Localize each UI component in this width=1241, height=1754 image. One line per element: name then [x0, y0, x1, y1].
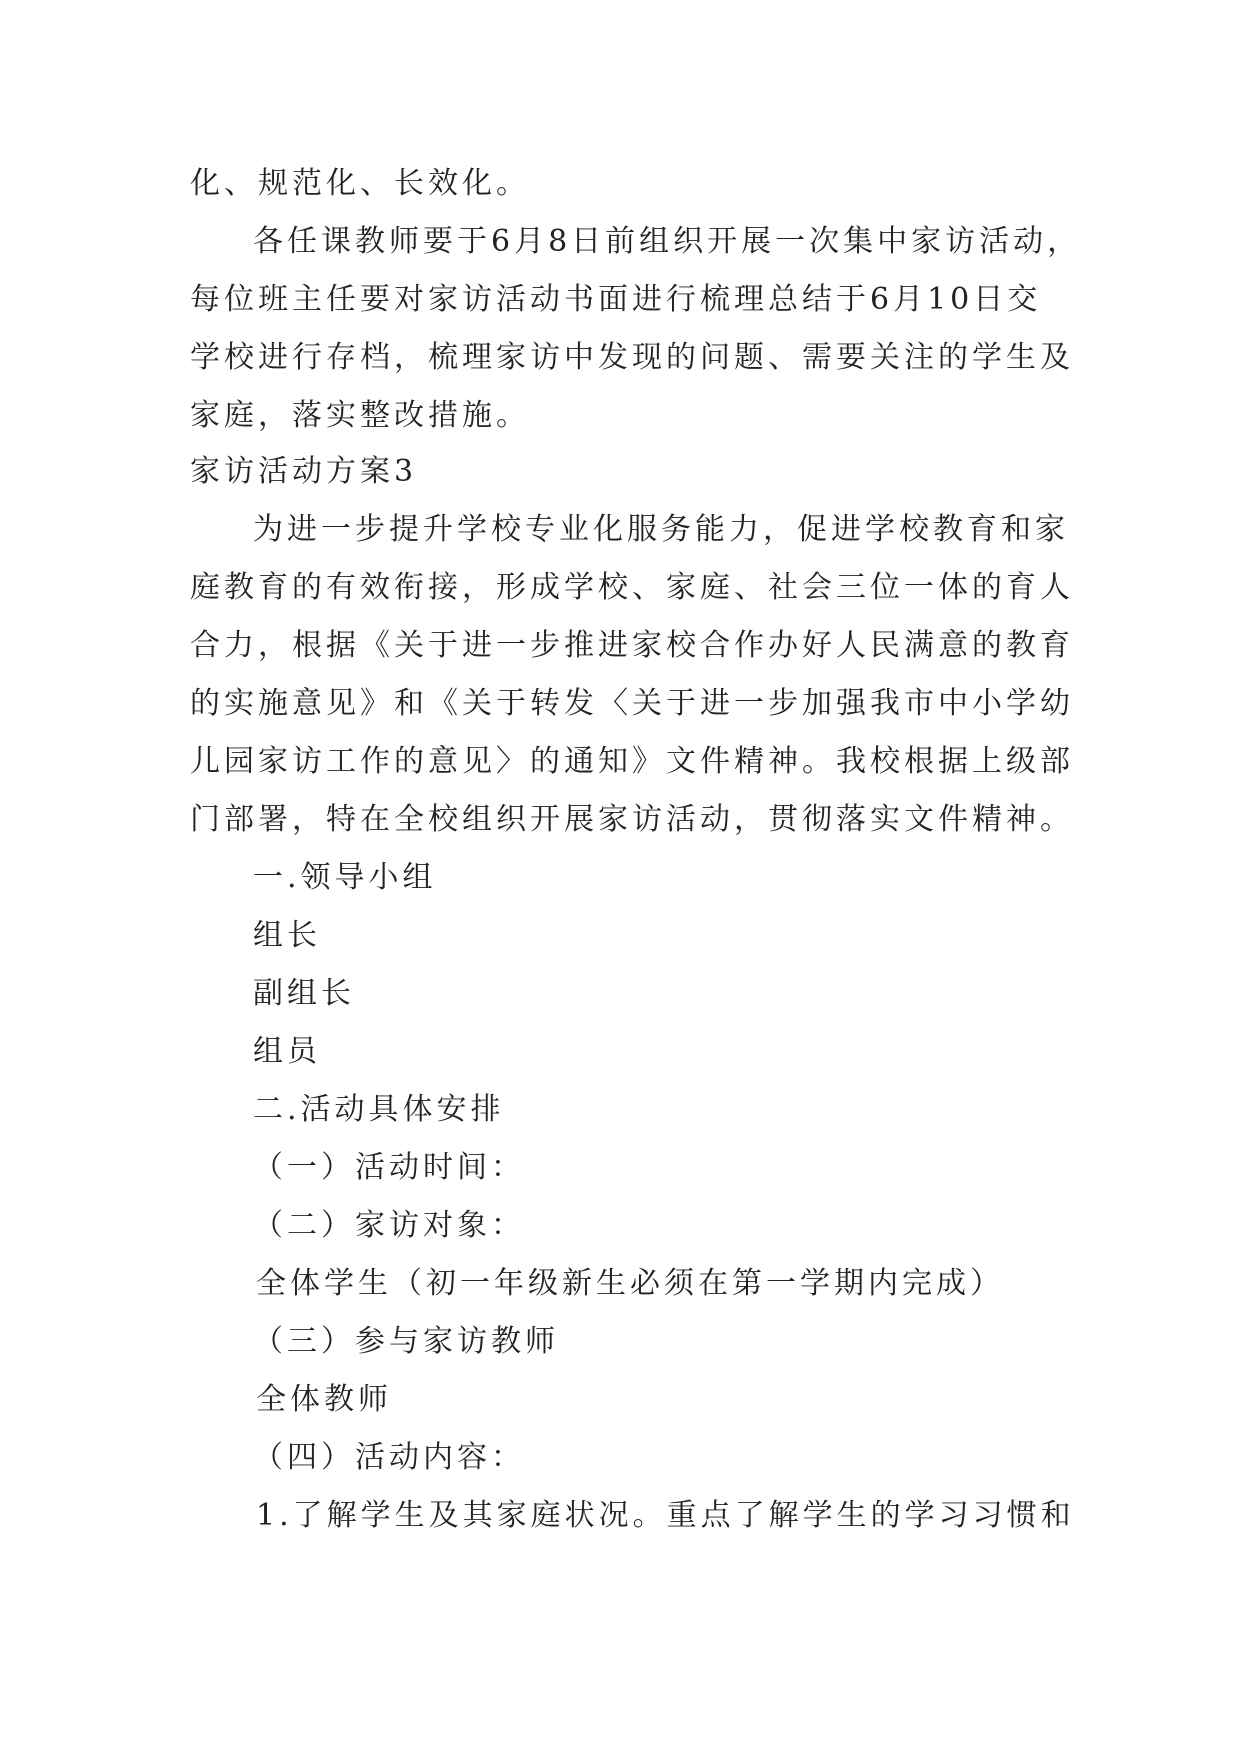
list-item: 组长	[253, 918, 321, 953]
paragraph-line: 各任课教师要于6月8日前组织开展一次集中家访活动，	[253, 224, 1082, 259]
paragraph-line: 儿园家访工作的意见〉的通知》文件精神。我校根据上级部	[190, 744, 1074, 779]
paragraph-line: 全体学生（初一年级新生必须在第一学期内完成）	[256, 1266, 1004, 1301]
subsection-heading: （四）活动内容：	[253, 1440, 525, 1475]
paragraph-line: 1.了解学生及其家庭状况。重点了解学生的学习习惯和	[256, 1498, 1075, 1533]
section-heading: 家访活动方案3	[190, 454, 418, 489]
paragraph-line: 化、规范化、长效化。	[190, 166, 530, 201]
list-heading: 一.领导小组	[253, 860, 437, 895]
paragraph-line: 庭教育的有效衔接，形成学校、家庭、社会三位一体的育人	[190, 570, 1074, 605]
subsection-heading: （二）家访对象：	[253, 1208, 525, 1243]
paragraph-line: 每位班主任要对家访活动书面进行梳理总结于6月10日交	[190, 282, 1042, 317]
paragraph-line: 家庭，落实整改措施。	[190, 398, 530, 433]
paragraph-line: 全体教师	[256, 1382, 392, 1417]
list-item: 副组长	[253, 976, 355, 1011]
list-heading: 二.活动具体安排	[253, 1092, 505, 1127]
paragraph-line: 为进一步提升学校专业化服务能力，促进学校教育和家	[253, 512, 1069, 547]
subsection-heading: （一）活动时间：	[253, 1150, 525, 1185]
list-item: 组员	[253, 1034, 321, 1069]
paragraph-line: 学校进行存档，梳理家访中发现的问题、需要关注的学生及	[190, 340, 1074, 375]
paragraph-line: 门部署，特在全校组织开展家访活动，贯彻落实文件精神。	[190, 802, 1074, 837]
paragraph-line: 合力，根据《关于进一步推进家校合作办好人民满意的教育	[190, 628, 1074, 663]
subsection-heading: （三）参与家访教师	[253, 1324, 559, 1359]
paragraph-line: 的实施意见》和《关于转发〈关于进一步加强我市中小学幼	[190, 686, 1074, 721]
